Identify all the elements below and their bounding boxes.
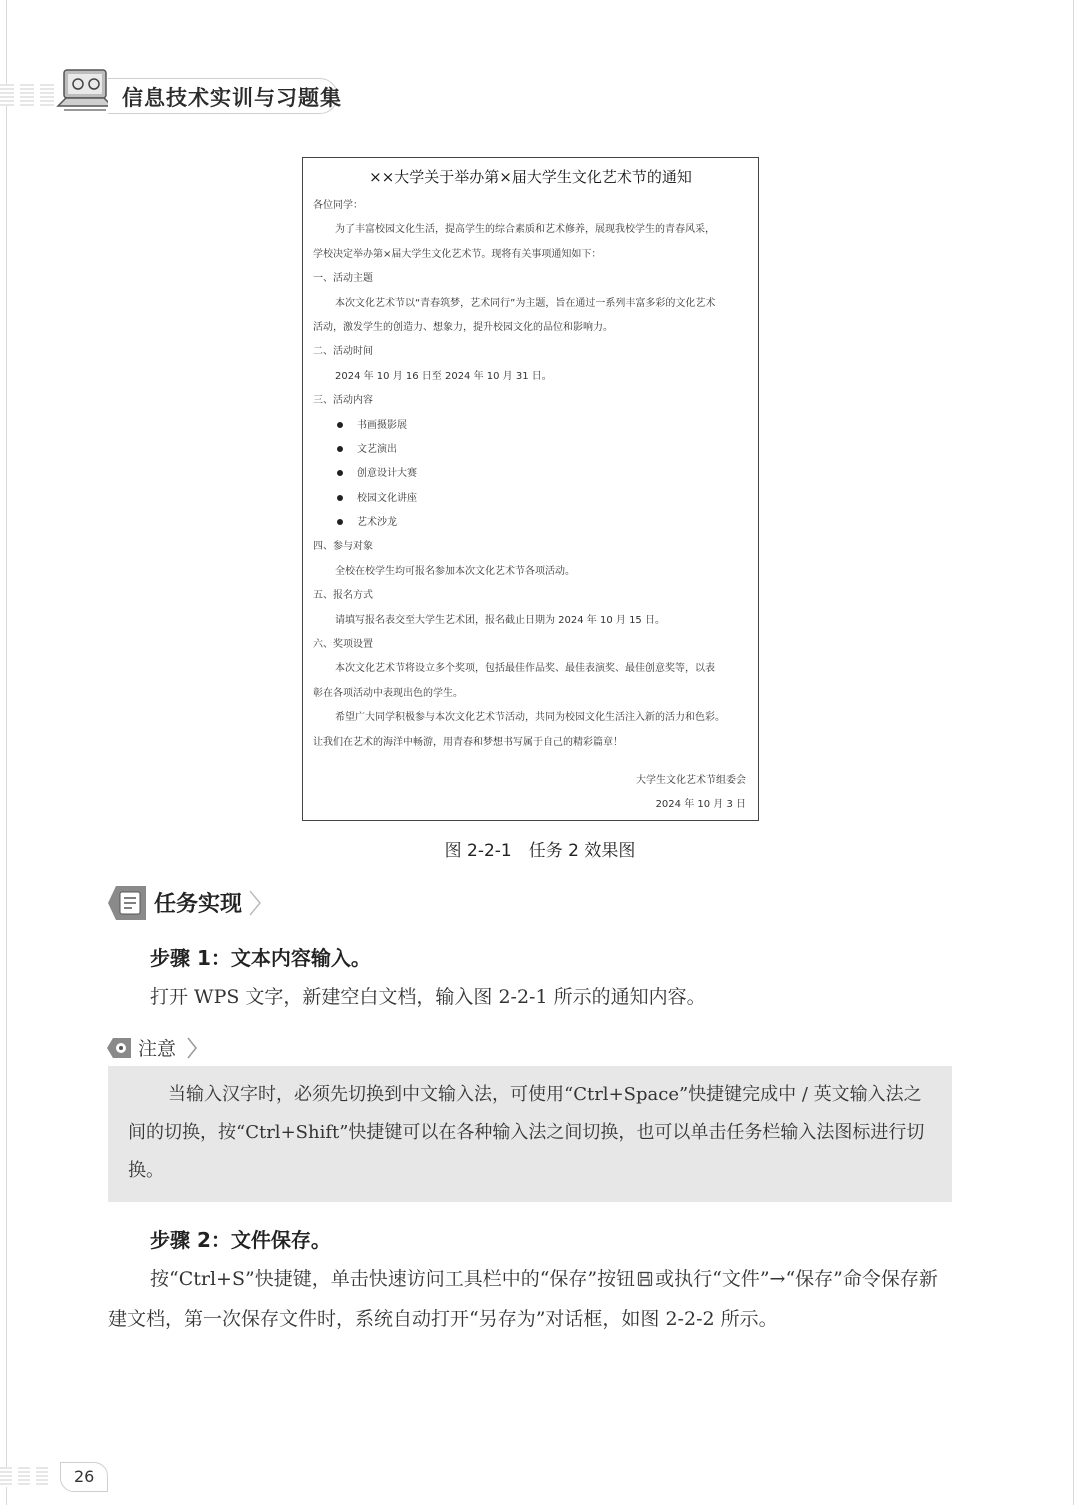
notice-line-text: 请填写报名表交至大学生艺术团，报名截止日期为 2024 年 10 月 15 日。 <box>335 614 665 626</box>
notice-line <box>313 243 748 267</box>
notice-line <box>313 793 748 817</box>
notice-line <box>313 218 748 242</box>
page-edge-left <box>6 0 7 1505</box>
section-title: 任务实现 <box>154 892 243 917</box>
notice-line-text: 六、奖项设置 <box>313 639 373 651</box>
notice-line <box>313 769 748 793</box>
notice-line <box>313 340 748 364</box>
notice-line-text: 文艺演出 <box>357 443 397 455</box>
save-icon <box>637 1271 653 1287</box>
notice-line-text: 一、活动主题 <box>313 273 373 285</box>
bullet-dot-icon <box>337 495 343 501</box>
laptop-logo-icon <box>56 66 114 118</box>
notice-line-text: 彰在各项活动中表现出色的学生。 <box>313 687 463 699</box>
notice-line <box>313 682 748 706</box>
notice-line-text: 校园文化讲座 <box>357 492 417 504</box>
notice-line-text: 五、报名方式 <box>313 590 373 602</box>
notice-line-text: 本次文化艺术节将设立多个奖项，包括最佳作品奖、最佳表演奖、最佳创意奖等，以表 <box>335 663 715 675</box>
book-title: 信息技术实训与习题集 <box>122 86 342 110</box>
bullet-dot-icon <box>337 422 343 428</box>
notice-figure <box>302 157 759 821</box>
note-label: 注意 <box>138 1038 177 1060</box>
notice-line-text: 希望广大同学积极参与本次文化艺术节活动，共同为校园文化生活注入新的活力和色彩。 <box>335 712 725 724</box>
step2-title: 步骤 2：文件保存。 <box>150 1228 331 1252</box>
notice-line-text: 创意设计大赛 <box>357 468 417 480</box>
bullet-dot-icon <box>337 470 343 476</box>
notice-line-text: 三、活动内容 <box>313 395 373 407</box>
note-box <box>108 1066 952 1202</box>
figure-caption: 图 2-2-1 任务 2 效果图 <box>444 841 636 861</box>
step1-title: 步骤 1：文本内容输入。 <box>150 946 371 970</box>
notice-bullet-item <box>313 414 748 438</box>
notice-bullet-item <box>313 438 748 462</box>
step2-text-part1: 按“Ctrl+S”快捷键，单击快速访问工具栏中的“保存”按钮 <box>150 1268 636 1290</box>
notice-line-text: 活动，激发学生的创造力、想象力，提升校园文化的品位和影响力。 <box>313 321 613 333</box>
notice-line <box>313 389 748 413</box>
step2-text-part2: 或执行“文件”→“保存”命令保存新建文档，第一次保存文件时，系统自动打开“另存为”对话框，如图 2-2-2 所示。 <box>108 1268 938 1330</box>
note-icon <box>106 1037 132 1059</box>
notice-line-text: 让我们在艺术的海洋中畅游，用青春和梦想书写属于自己的精彩篇章！ <box>313 736 623 748</box>
note-text: 当输入汉字时，必须先切换到中文输入法，可使用“Ctrl+Space”快捷键完成中 / 英文输入法之间的切换，按“Ctrl+Shift”快捷键可以在各种输入法之间切换，也可以单击任务栏输入法图标进行切换。 <box>128 1084 925 1181</box>
notice-line-text: 2024 年 10 月 16 日至 2024 年 10 月 31 日。 <box>335 370 552 382</box>
bullet-dot-icon <box>337 519 343 525</box>
note-chevron-icon <box>186 1036 198 1060</box>
notice-bullet-item <box>313 462 748 486</box>
notice-line-text: 二、活动时间 <box>313 346 373 358</box>
step2-text <box>108 1259 952 1339</box>
notice-body <box>313 194 748 818</box>
notice-line <box>313 365 748 389</box>
notice-line-text: 2024 年 10 月 3 日 <box>655 799 746 811</box>
notice-line-text: 四、参与对象 <box>313 541 373 553</box>
notice-line-text: 学校决定举办第×届大学生文化艺术节。现将有关事项通知如下： <box>313 248 602 260</box>
notice-bullet-item <box>313 511 748 535</box>
notice-line-text: 为了丰富校园文化生活，提高学生的综合素质和艺术修养，展现我校学生的青春风采， <box>335 224 715 236</box>
page-edge-right <box>1073 0 1074 1505</box>
notice-line-text: 大学生文化艺术节组委会 <box>636 774 746 786</box>
notice-line-text: 艺术沙龙 <box>357 517 397 529</box>
page-number: 26 <box>74 1467 95 1486</box>
notice-line-text: 本次文化艺术节以“青春筑梦，艺术同行”为主题，旨在通过一系列丰富多彩的文化艺术 <box>335 297 716 309</box>
notice-line-text: 全校在校学生均可报名参加本次文化艺术节各项活动。 <box>335 565 575 577</box>
notice-title: ××大学关于举办第×届大学生文化艺术节的通知 <box>369 168 692 186</box>
notice-line <box>313 584 748 608</box>
header-stripes <box>0 84 54 106</box>
notice-line <box>313 731 748 755</box>
notice-line-text: 书画摄影展 <box>357 419 407 431</box>
notice-bullet-item <box>313 487 748 511</box>
notice-line <box>313 633 748 657</box>
notice-line <box>313 316 748 340</box>
notice-line <box>313 609 748 633</box>
footer-stripes <box>0 1467 48 1487</box>
notice-line <box>313 535 748 559</box>
bullet-dot-icon <box>337 446 343 452</box>
notice-line <box>313 292 748 316</box>
notice-line <box>313 657 748 681</box>
task-section-icon <box>106 884 150 922</box>
notice-line <box>313 706 748 730</box>
step1-text: 打开 WPS 文字，新建空白文档，输入图 2-2-1 所示的通知内容。 <box>150 986 706 1008</box>
notice-line <box>313 560 748 584</box>
notice-line <box>313 267 748 291</box>
notice-line-text: 各位同学： <box>313 200 363 211</box>
notice-line <box>313 194 748 218</box>
notice-line <box>313 755 748 769</box>
section-chevron-icon <box>248 889 262 917</box>
